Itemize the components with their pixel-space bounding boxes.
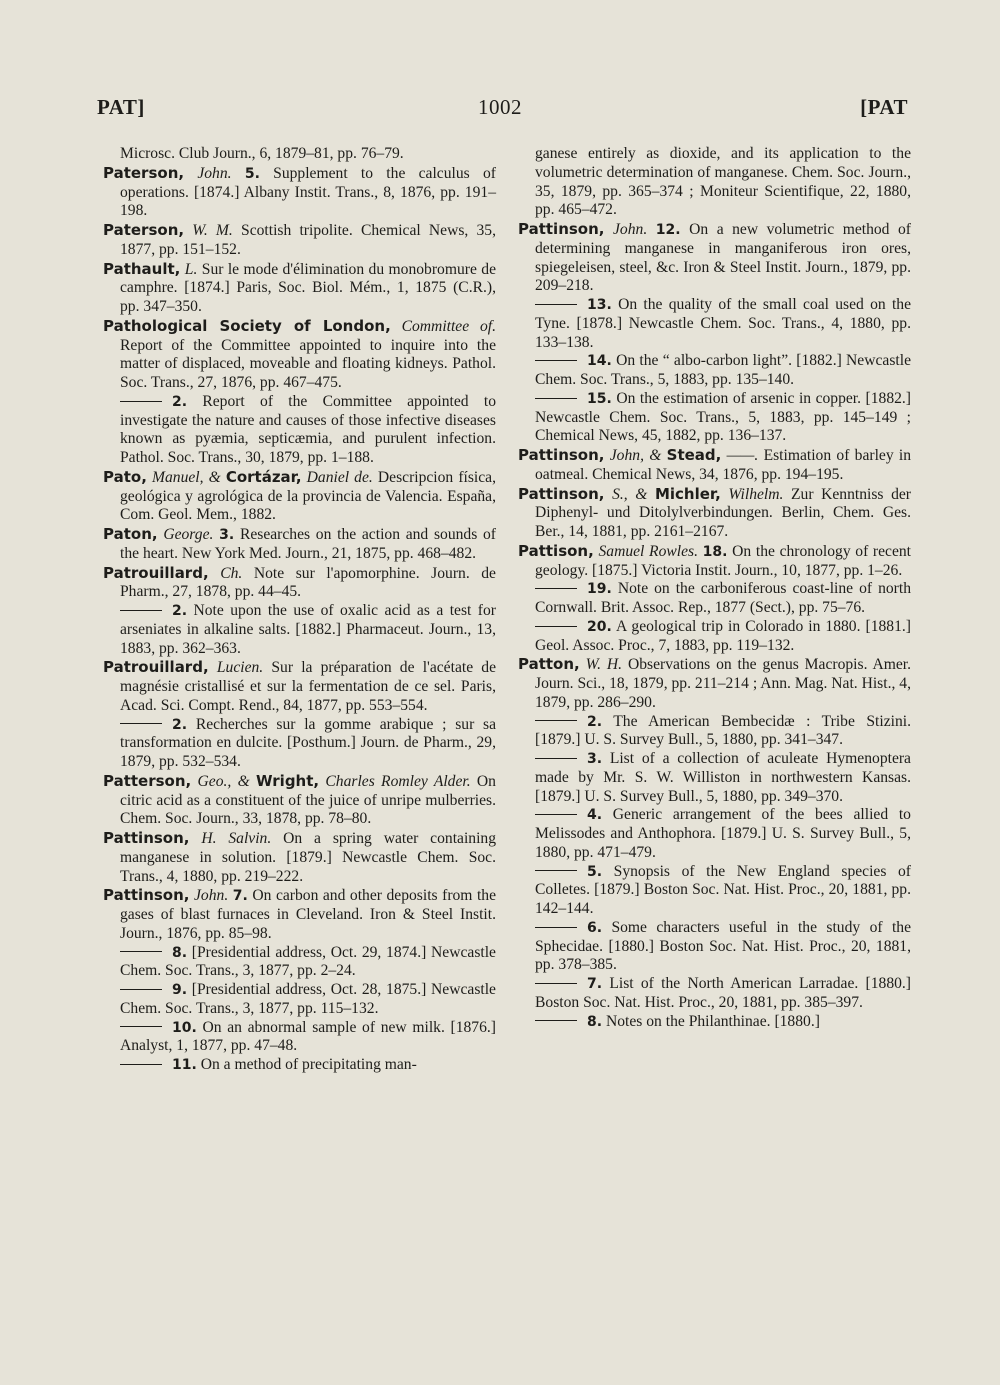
author-surname: Pato,: [103, 467, 147, 486]
bibliography-entry: [103, 260, 496, 317]
author-surname: Pattinson,: [518, 220, 605, 238]
entry-text: Note sur l'apomorphine. Journ. de Pharm., 27, 1878, pp. 44–45.: [120, 564, 496, 601]
entry-text: On a method of precipitating man-: [200, 1056, 417, 1073]
bibliography-entry: [103, 525, 496, 564]
entry-number: 9.: [172, 982, 188, 998]
entry-text: The American Bembecidæ : Tribe Stizini. [1879.] U. S. Survey Bull., 5, 1880, pp. 341–347.: [535, 712, 911, 749]
entry-text: Zur Kenntniss der Diphenyl- und Ditolylverbindungen. Berlin, Chem. Ges. Ber., 14, 1881, pp. 2161–2167.: [535, 485, 911, 540]
entry-number: 11.: [172, 1057, 197, 1073]
entry-text: [Presidential address, Oct. 28, 1875.] Newcastle Chem. Soc. Trans., 3, 1877, pp. 115–132.: [120, 981, 496, 1017]
author-surname: Paterson,: [103, 163, 185, 182]
bibliography-entry: [103, 564, 496, 603]
entry-text: Researches on the action and sounds of the heart. New York Med. Journ., 21, 1875, pp. 468–482.: [120, 526, 496, 562]
entry-text: Notes on the Philanthinae. [1880.]: [605, 1012, 820, 1030]
coauthor-given-name: ——.: [726, 447, 759, 464]
bibliography-entry: [103, 886, 496, 943]
coauthor-surname: Cortázar,: [225, 467, 302, 486]
ditto-dash: [120, 989, 162, 990]
entry-number: 5.: [244, 165, 260, 182]
continued-entry: [518, 145, 911, 220]
entry-text: On a new volumetric method of determining manganese in manganiferous iron ores, spiegeleisen, steel, &c. Iron & Steel Instit. Journ., 1879, pp. 209–218.: [535, 221, 911, 295]
entry-text: Synopsis of the New England species of Colletes. [1879.] Boston Soc. Nat. Hist. Proc., 20, 1881, pp. 142–144.: [535, 862, 911, 917]
coauthor-surname: Wright,: [256, 771, 320, 790]
bibliography-subentry: [518, 618, 911, 656]
entry-text: On carbon and other deposits from the gases of blast furnaces in Cleveland. Iron & Steel Instit. Journ., 1876, pp. 85–98.: [120, 887, 497, 942]
author-surname: Pathault,: [103, 259, 181, 278]
entry-text: Report of the Committee appointed to investigate the nature and causes of those infective diseases known as pyæmia, septicæmia, and purulent infection. Pathol. Soc. Trans., 30, 1879, pp. 1–188.: [120, 392, 496, 466]
ditto-dash: [120, 1026, 162, 1027]
bibliography-subentry: [518, 352, 911, 390]
bibliography-subentry: [518, 863, 911, 919]
bibliography-subentry: [518, 580, 911, 618]
entry-number: 2.: [172, 716, 188, 733]
bibliography-subentry: [103, 981, 496, 1019]
author-surname: Patrouillard,: [103, 658, 209, 677]
entry-number: 19.: [587, 581, 612, 598]
entry-text: On a spring water containing manganese in solution. [1879.] Newcastle Chem. Soc. Trans., 4, 1880, pp. 219–222.: [120, 830, 497, 885]
entry-text: Report of the Committee appointed to inquire into the matter of displaced, moveable and floating kidneys. Pathol. Soc. Trans., 27, 1876, pp. 467–475.: [120, 336, 496, 391]
entry-text: On the quality of the small coal used on the Tyne. [1878.] Newcastle Chem. Soc. Trans., 4, 1880, pp. 133–138.: [535, 296, 911, 351]
author-given-name: W. H.: [585, 656, 623, 674]
entry-text: List of the North American Larradae. [1880.] Boston Soc. Nat. Hist. Proc., 20, 1881, pp. 385–397.: [535, 975, 912, 1011]
entry-text: Sur la préparation de l'acétate de magnésie cristallisé et sur la fermentation de ce sel. Paris, Acad. Sci. Compt. Rend., 84, 1877, pp. 553–554.: [120, 659, 497, 714]
author-given-name: H. Salvin.: [201, 830, 272, 847]
entry-number: 20.: [587, 618, 612, 635]
entry-text: Estimation of barley in oatmeal. Chemical News, 34, 1876, pp. 194–195.: [535, 447, 912, 483]
entry-number: 8.: [587, 1013, 603, 1030]
ditto-dash: [535, 758, 577, 759]
bibliography-subentry: [518, 750, 911, 806]
entry-number: 7.: [587, 976, 603, 992]
entry-number: 2.: [172, 603, 188, 619]
author-surname: Patterson,: [103, 771, 192, 790]
running-head-left: PAT]: [97, 95, 145, 119]
coauthor-surname: Stead,: [666, 446, 722, 464]
author-given-name: John.: [194, 887, 229, 905]
author-surname: Paterson,: [103, 221, 185, 239]
author-given-name: Samuel Rowles.: [598, 542, 698, 560]
entry-text: Observations on the genus Macropis. Amer. Journ. Sci., 18, 1879, pp. 211–214 ; Ann. Mag. Nat. Hist., 4, 1879, pp. 286–290.: [535, 656, 912, 711]
bibliography-subentry: [518, 1013, 911, 1032]
author-given-name: L.: [184, 260, 198, 278]
author-given-name: Geo., &: [197, 772, 256, 790]
entry-number: 2.: [587, 713, 603, 730]
coauthor-given-name: Wilhelm.: [728, 485, 784, 503]
entry-text: Note upon the use of oxalic acid as a test for arseniates in alkaline salts. [1882.] Pharmaceut. Journ., 13, 1883, pp. 362–363.: [120, 602, 496, 657]
author-surname: Pattinson,: [518, 484, 605, 503]
author-given-name: Manuel, &: [151, 468, 226, 486]
bibliography-entry: [518, 655, 911, 712]
author-given-name: Committee of.: [401, 317, 496, 335]
bibliography-subentry: [103, 1056, 496, 1075]
entry-text: [Presidential address, Oct. 29, 1874.] Newcastle Chem. Soc. Trans., 3, 1877, pp. 2–24.: [120, 943, 496, 980]
entry-text: On citric acid as a constituent of the juice of unripe mulberries. Chem. Soc. Journ., 33, 1878, pp. 78–80.: [120, 772, 496, 828]
entry-text: On the chronology of recent geology. [1875.] Victoria Instit. Journ., 10, 1877, pp. 1–26.: [535, 542, 912, 579]
author-surname: Paton,: [103, 525, 158, 543]
entry-number: 7.: [232, 888, 248, 905]
ditto-dash: [120, 1064, 162, 1065]
entry-text: Sur le mode d'élimination du monobromure de camphre. [1874.] Paris, Soc. Biol. Mém., 1, 1875 (C.R.), pp. 347–350.: [120, 260, 496, 315]
entry-text: Scottish tripolite. Chemical News, 35, 1877, pp. 151–152.: [120, 222, 496, 258]
entry-text: List of a collection of aculeate Hymenoptera made by Mr. S. W. Williston in northwestern Kansas. [1879.] U. S. Survey Bull., 5, 1880, pp. 349–370.: [535, 750, 911, 805]
right-column: [518, 145, 911, 1031]
author-surname: Pattinson,: [103, 829, 190, 847]
ditto-dash: [535, 983, 577, 984]
bibliography-entry: [518, 542, 911, 581]
ditto-dash: [535, 588, 577, 589]
entry-number: 5.: [587, 863, 603, 880]
bibliography-entry: [103, 829, 496, 886]
entry-number: 8.: [172, 944, 188, 961]
entry-number: 4.: [587, 807, 603, 824]
entry-number: 3.: [587, 751, 603, 767]
author-given-name: John.: [613, 221, 648, 238]
author-given-name: George.: [163, 526, 214, 543]
bibliography-entry: [103, 164, 496, 221]
entry-number: 18.: [702, 543, 728, 560]
bibliography-entry: [103, 772, 496, 829]
entry-number: 6.: [587, 919, 603, 936]
entry-number: 13.: [587, 297, 612, 313]
entry-text: Some characters useful in the study of the Sphecidae. [1880.] Boston Soc. Nat. Hist. Proc., 20, 1881, pp. 378–385.: [535, 918, 911, 974]
entry-number: 3.: [219, 527, 235, 543]
page-number: 1002: [478, 95, 522, 119]
entry-number: 14.: [587, 353, 612, 370]
bibliography-entry: [518, 485, 911, 542]
author-surname: Pathological Society of London,: [103, 316, 391, 335]
entry-number: 12.: [655, 222, 681, 238]
ditto-dash: [120, 723, 162, 724]
author-surname: Pattison,: [518, 541, 594, 560]
entry-text: Recherches sur la gomme arabique ; sur sa transformation en dulcite. [Posthum.] Journ. de Pharm., 29, 1879, pp. 532–534.: [120, 715, 497, 770]
continued-entry: [103, 145, 496, 164]
author-given-name: Lucien.: [216, 659, 264, 677]
coauthor-given-name: Daniel de.: [306, 468, 373, 486]
bibliography-entry: [103, 468, 496, 525]
bibliography-subentry: [103, 602, 496, 658]
author-given-name: John, &: [609, 447, 667, 464]
entry-text: Supplement to the calculus of operations. [1874.] Albany Instit. Trans., 8, 1876, pp. 191–198.: [120, 164, 496, 220]
bibliography-subentry: [518, 713, 911, 751]
ditto-dash: [535, 626, 577, 627]
author-given-name: John.: [197, 164, 232, 182]
bibliography-subentry: [518, 919, 911, 975]
entry-text: Generic arrangement of the bees allied to Melissodes and Anthophora. [1879.] U. S. Survey Bull., 5, 1880, pp. 471–479.: [535, 806, 911, 861]
ditto-dash: [535, 814, 577, 815]
entry-number: 15.: [587, 390, 612, 407]
entry-text: ganese entirely as dioxide, and its application to the volumetric determination of manganese. Chem. Soc. Journ., 35, 1879, pp. 365–374 ; Moniteur Scientifique, 22, 1880, pp. 465–472.: [535, 145, 911, 219]
author-surname: Pattinson,: [518, 446, 605, 464]
author-given-name: Ch.: [220, 564, 243, 582]
left-column: [103, 145, 496, 1075]
ditto-dash: [535, 1020, 577, 1021]
author-surname: Patton,: [518, 655, 580, 674]
bibliography-subentry: [103, 944, 496, 982]
bibliography-subentry: [518, 975, 911, 1013]
ditto-dash: [535, 360, 577, 361]
author-surname: Pattinson,: [103, 886, 190, 905]
entry-text: On the “ albo-carbon light”. [1882.] Newcastle Chem. Soc. Trans., 5, 1883, pp. 135–140.: [535, 352, 911, 388]
entry-number: 2.: [172, 393, 188, 410]
bibliography-subentry: [518, 390, 911, 446]
bibliography-subentry: [103, 1019, 496, 1057]
ditto-dash: [535, 927, 577, 928]
bibliography-entry: [518, 220, 911, 296]
ditto-dash: [535, 398, 577, 399]
ditto-dash: [120, 401, 162, 402]
ditto-dash: [535, 720, 577, 721]
entry-text: A geological trip in Colorado in 1880. [1881.] Geol. Assoc. Proc., 7, 1883, pp. 119–132.: [535, 617, 911, 654]
bibliography-entry: [103, 317, 496, 393]
bibliography-entry: [103, 658, 496, 715]
entry-text: On the estimation of arsenic in copper. [1882.] Newcastle Chem. Soc. Trans., 5, 1883, pp. 145–149 ; Chemical News, 45, 1882, pp. 136–137.: [535, 389, 911, 445]
ditto-dash: [120, 610, 162, 611]
bibliography-subentry: [518, 806, 911, 862]
entry-text: Descripcion física, geológica y agrológica de la provincia de Valencia. España, Com. Geol. Mem., 1882.: [120, 468, 496, 524]
bibliography-entry: [103, 221, 496, 260]
bibliography-subentry: [103, 393, 496, 468]
entry-text: On an abnormal sample of new milk. [1876.] Analyst, 1, 1877, pp. 47–48.: [120, 1018, 496, 1055]
ditto-dash: [120, 951, 162, 952]
author-surname: Patrouillard,: [103, 563, 209, 582]
author-given-name: S., &: [612, 485, 655, 503]
entry-text: Note on the carboniferous coast-line of north Cornwall. Brit. Assoc. Rep., 1877 (Sect.), pp. 75–76.: [535, 580, 911, 616]
running-head-right: [PAT: [860, 95, 908, 119]
bibliography-entry: [518, 446, 911, 485]
ditto-dash: [535, 870, 577, 871]
author-given-name: W. M.: [192, 222, 233, 239]
coauthor-given-name: Charles Romley Alder.: [325, 772, 471, 790]
entry-text: Microsc. Club Journ., 6, 1879–81, pp. 76–79.: [120, 145, 404, 162]
bibliography-subentry: [103, 716, 496, 772]
entry-number: 10.: [172, 1019, 197, 1036]
bibliography-subentry: [518, 296, 911, 352]
coauthor-surname: Michler,: [654, 484, 721, 503]
ditto-dash: [535, 304, 577, 305]
